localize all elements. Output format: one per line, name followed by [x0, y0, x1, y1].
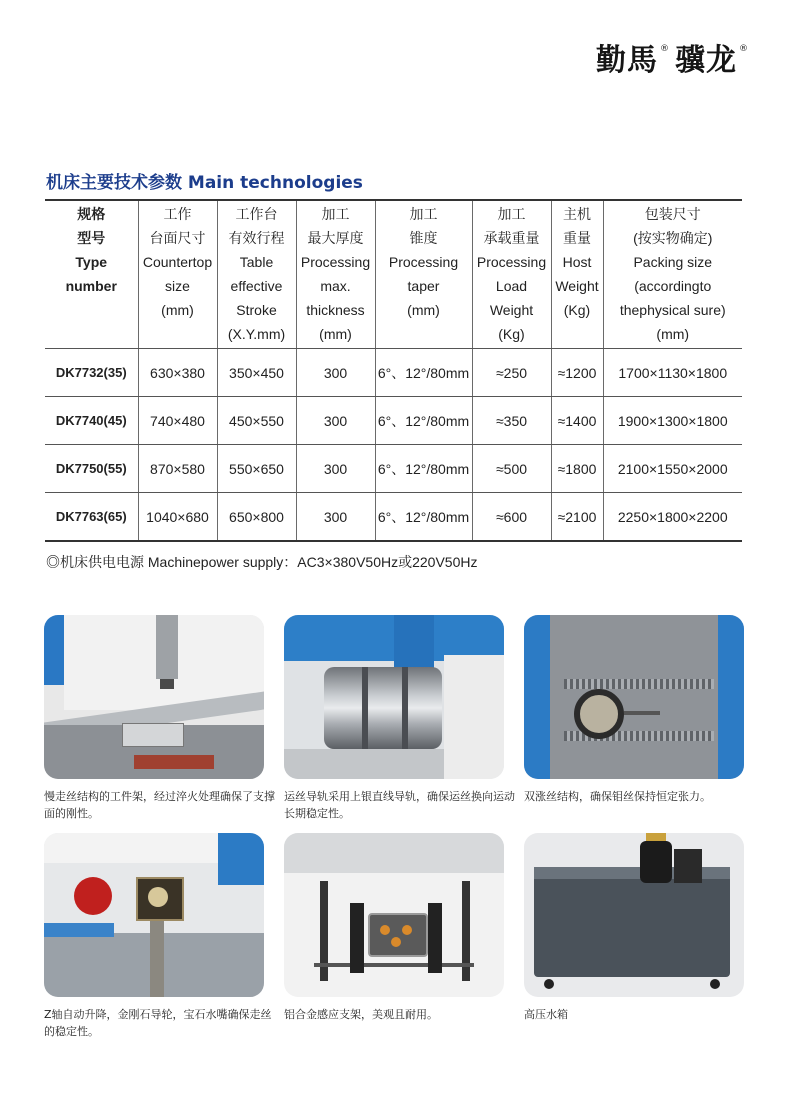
model-cell: DK7750(55) [45, 445, 138, 493]
header-line: Stroke [236, 302, 277, 318]
header-line: 主机 [563, 206, 591, 222]
header-cell [472, 200, 551, 349]
header-line: (Kg) [563, 302, 591, 318]
header-line: Load [495, 278, 528, 294]
photo-wire-drum [284, 615, 504, 779]
spec-table-header [45, 200, 742, 349]
header-line: Processing [476, 254, 547, 270]
table-cell: 1040×680 [138, 493, 217, 542]
header-line: thephysical sure) [619, 302, 726, 318]
table-cell: ≈1200 [551, 349, 603, 397]
header-line: 包装尺寸 [644, 206, 701, 222]
header-line: Packing size [633, 254, 713, 270]
table-row [45, 397, 742, 445]
logo-sub-text: 骥龙 [675, 43, 737, 78]
header-line: Processing [388, 254, 459, 270]
photo-caption: 高压水箱 [524, 1008, 568, 1021]
header-line: 台面尺寸 [149, 230, 206, 246]
registered-mark: ® [660, 44, 669, 54]
table-cell: 350×450 [217, 349, 296, 397]
header-line: (mm) [656, 326, 690, 342]
table-cell: ≈2100 [551, 493, 603, 542]
power-supply-note: ◎机床供电电源 Machinepower supply：AC3×380V50Hz或220V50Hz [46, 554, 478, 570]
brand-logo [596, 44, 748, 78]
table-cell: 6°、12°/80mm [375, 493, 472, 542]
spec-table-body [45, 349, 742, 542]
table-cell: ≈1800 [551, 445, 603, 493]
header-line: effective [230, 278, 283, 294]
table-cell: 1900×1300×1800 [603, 397, 742, 445]
table-cell: 450×550 [217, 397, 296, 445]
table-cell: ≈500 [472, 445, 551, 493]
photo-water-tank [524, 833, 744, 997]
table-cell: 1700×1130×1800 [603, 349, 742, 397]
header-line: 加工 [497, 206, 526, 222]
table-cell: 300 [296, 445, 375, 493]
header-cell [603, 200, 742, 349]
header-line: Host [562, 254, 592, 270]
photo-caption: 铝合金感应支架，美观且耐用。 [284, 1008, 438, 1021]
table-cell: 2100×1550×2000 [603, 445, 742, 493]
header-line: size [165, 278, 190, 294]
header-line: 重量 [563, 230, 591, 246]
header-cell [375, 200, 472, 349]
header-cell [217, 200, 296, 349]
header-line: (X.Y.mm) [227, 326, 286, 342]
photo-sensor-bracket [284, 833, 504, 997]
table-cell: 300 [296, 349, 375, 397]
header-line: Table [239, 254, 274, 270]
header-line: 锥度 [409, 230, 438, 246]
header-line: taper [407, 278, 440, 294]
model-cell: DK7740(45) [45, 397, 138, 445]
table-cell: ≈1400 [551, 397, 603, 445]
table-cell: 300 [296, 397, 375, 445]
header-line: (按实物确定) [633, 230, 713, 246]
header-line: Countertop [142, 254, 213, 270]
table-cell: 630×380 [138, 349, 217, 397]
photo-caption: Z轴自动升降，金刚石导轮，宝石水嘴确保走丝的稳定性。 [44, 1008, 272, 1038]
table-cell: 6°、12°/80mm [375, 445, 472, 493]
header-line: 最大厚度 [307, 230, 364, 246]
header-line: 型号 [77, 230, 106, 246]
photo-caption: 慢走丝结构的工件架，经过淬火处理确保了支撑面的刚性。 [44, 790, 275, 820]
photo-workpiece-frame [44, 615, 264, 779]
table-row [45, 349, 742, 397]
table-cell: ≈600 [472, 493, 551, 542]
header-line: 承载重量 [483, 230, 540, 246]
logo-brand-text: 勤馬 [596, 43, 658, 78]
header-line: Processing [300, 254, 371, 270]
header-cell [138, 200, 217, 349]
registered-mark-2: ® [739, 44, 748, 54]
header-cell [296, 200, 375, 349]
spec-table [45, 199, 742, 542]
header-line: (mm) [161, 302, 194, 318]
table-cell: 740×480 [138, 397, 217, 445]
header-line: thickness [306, 302, 365, 318]
table-cell: ≈350 [472, 397, 551, 445]
header-line: Weight [555, 278, 599, 294]
table-cell: 870×580 [138, 445, 217, 493]
header-line: Weight [489, 302, 534, 318]
table-row [45, 445, 742, 493]
table-cell: 650×800 [217, 493, 296, 542]
header-line: 规格 [77, 206, 106, 222]
photo-caption: 运丝导轨采用上银直线导轨，确保运丝换向运动长期稳定性。 [284, 790, 515, 820]
header-line: (mm) [319, 326, 352, 342]
section-title: 机床主要技术参数 Main technologies [46, 173, 363, 193]
header-line: 工作台 [235, 206, 278, 222]
table-cell: 300 [296, 493, 375, 542]
header-line: number [65, 278, 117, 294]
model-cell: DK7732(35) [45, 349, 138, 397]
header-line: max. [320, 278, 351, 294]
table-cell: 6°、12°/80mm [375, 397, 472, 445]
table-cell: 2250×1800×2200 [603, 493, 742, 542]
table-cell: ≈250 [472, 349, 551, 397]
header-line: (Kg) [498, 326, 525, 342]
header-line: Type [75, 254, 108, 270]
photo-z-axis [44, 833, 264, 997]
header-cell [45, 200, 138, 349]
header-line: 工作 [163, 206, 192, 222]
photo-caption: 双涨丝结构，确保钼丝保持恒定张力。 [524, 790, 711, 803]
header-line: (mm) [407, 302, 440, 318]
photo-tension-structure [524, 615, 744, 779]
table-cell: 6°、12°/80mm [375, 349, 472, 397]
table-cell: 550×650 [217, 445, 296, 493]
header-line: 加工 [321, 206, 350, 222]
header-line: 加工 [409, 206, 438, 222]
model-cell: DK7763(65) [45, 493, 138, 542]
table-row [45, 493, 742, 542]
header-cell [551, 200, 603, 349]
header-line: (accordingto [634, 278, 712, 294]
header-line: 有效行程 [228, 230, 285, 246]
